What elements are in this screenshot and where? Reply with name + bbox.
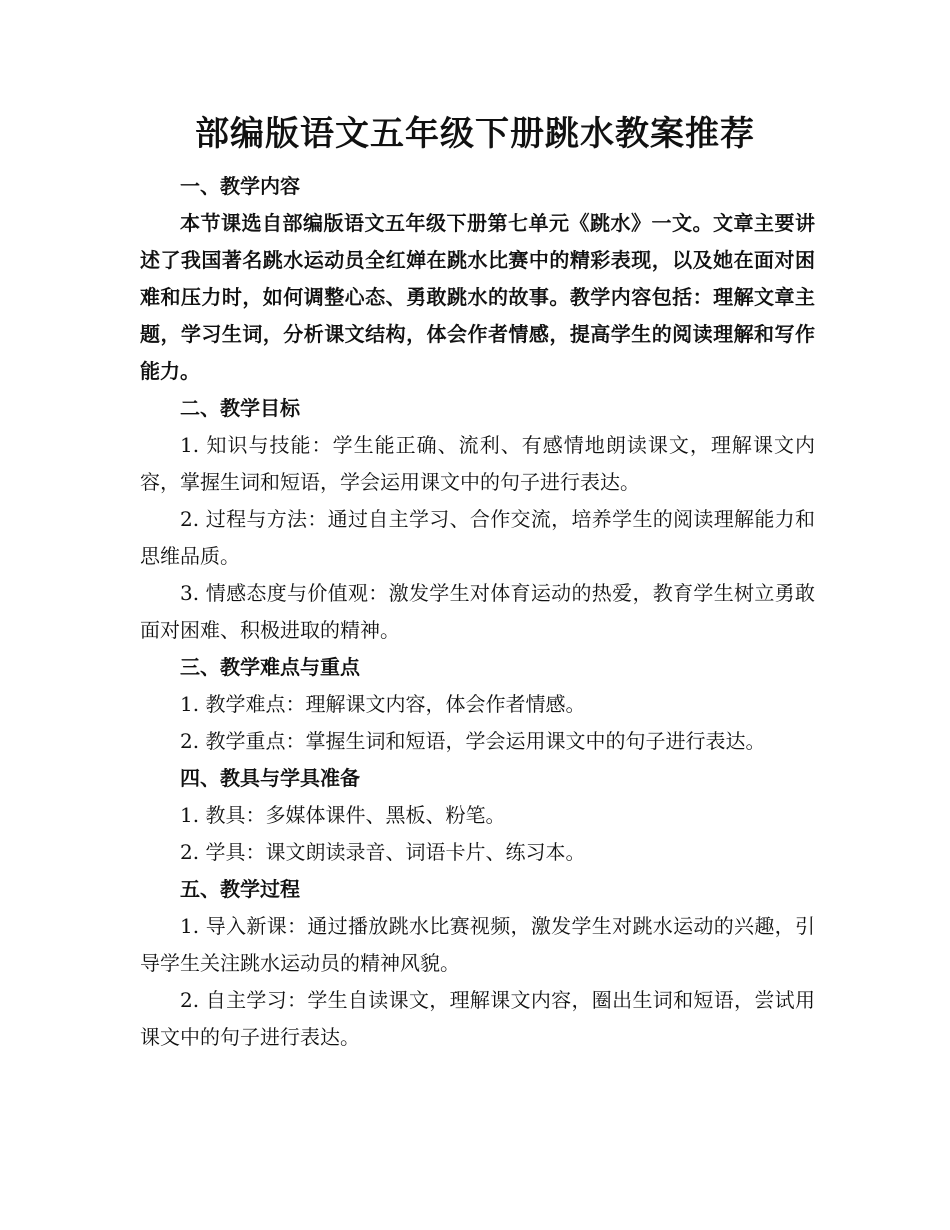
- section-heading-teaching-content: 一、教学内容: [180, 174, 300, 198]
- paragraph-key-point: 2. 教学重点：掌握生词和短语，学会运用课文中的句子进行表达。: [180, 729, 766, 753]
- paragraph-difficulty: 1. 教学难点：理解课文内容，体会作者情感。: [180, 692, 586, 716]
- paragraph-goal-emotion: 3. 情感态度与价值观：激发学生对体育运动的热爱，教育学生树立勇敢面对困难、积极进取的精神。: [140, 581, 815, 642]
- paragraph-learning-tools: 2. 学具：课文朗读录音、词语卡片、练习本。: [180, 840, 586, 864]
- document-body: [140, 168, 815, 1056]
- paragraph-process-self-study: 2. 自主学习：学生自读课文，理解课文内容，圈出生词和短语，尝试用课文中的句子进行表达。: [140, 988, 815, 1049]
- section-heading-process: 五、教学过程: [180, 877, 300, 901]
- paragraph-process-intro: 1. 导入新课：通过播放跳水比赛视频，激发学生对跳水运动的兴趣，引导学生关注跳水运动员的精神风貌。: [140, 914, 815, 975]
- section-heading-difficulties: 三、教学难点与重点: [180, 655, 360, 679]
- paragraph-teaching-content: 本节课选自部编版语文五年级下册第七单元《跳水》一文。文章主要讲述了我国著名跳水运动员全红婵在跳水比赛中的精彩表现，以及她在面对困难和压力时，如何调整心态、勇敢跳水的故事。教学内容包括：理解文章主题，学习生词，分析课文结构，体会作者情感，提高学生的阅读理解和写作能力。: [140, 211, 815, 383]
- section-heading-teaching-goals: 二、教学目标: [180, 396, 300, 420]
- paragraph-goal-knowledge: 1. 知识与技能：学生能正确、流利、有感情地朗读课文，理解课文内容，掌握生词和短语，学会运用课文中的句子进行表达。: [140, 433, 815, 494]
- section-heading-materials: 四、教具与学具准备: [180, 766, 360, 790]
- paragraph-goal-process: 2. 过程与方法：通过自主学习、合作交流，培养学生的阅读理解能力和思维品质。: [140, 507, 815, 568]
- paragraph-teaching-tools: 1. 教具：多媒体课件、黑板、粉笔。: [180, 803, 506, 827]
- document-title: 部编版语文五年级下册跳水教案推荐: [195, 114, 755, 154]
